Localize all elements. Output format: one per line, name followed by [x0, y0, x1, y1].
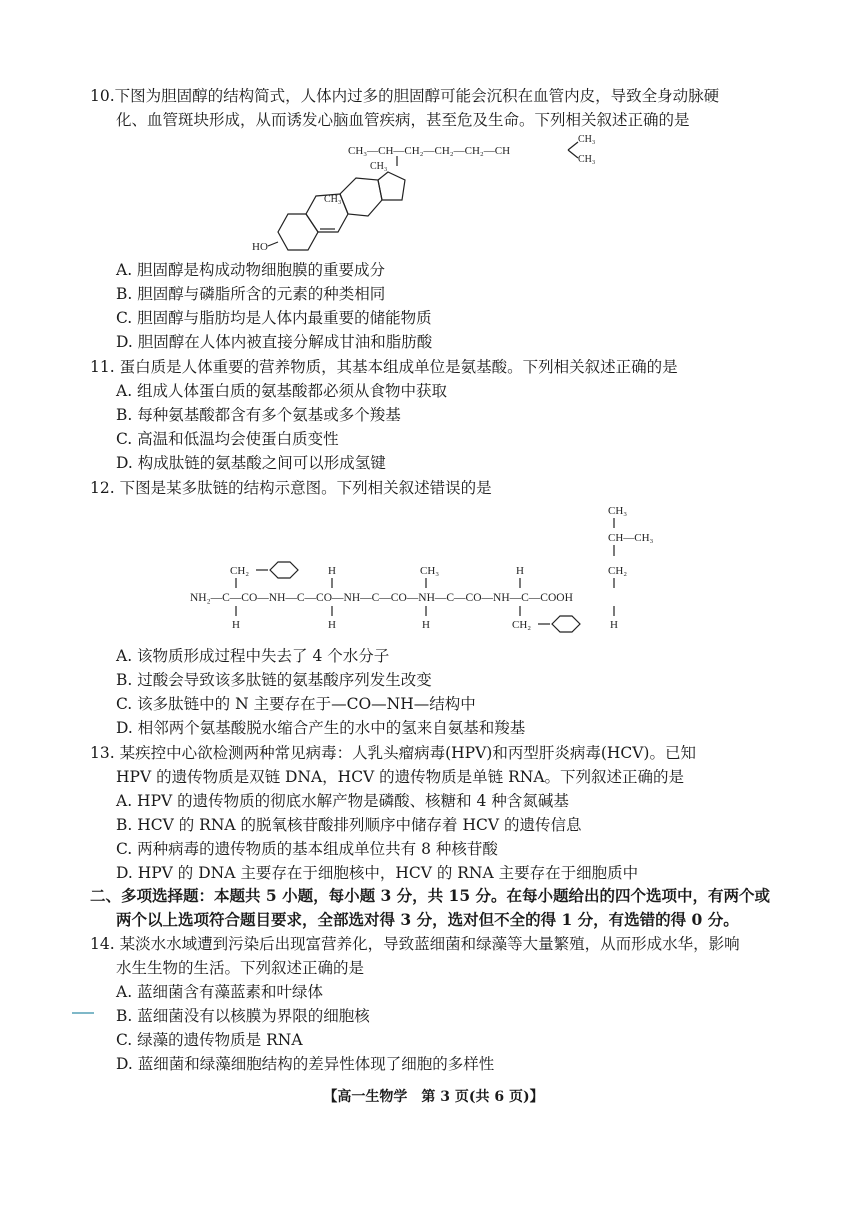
polypeptide-bottom-r2: H	[328, 619, 336, 631]
polypeptide-leu-ch3: CH₃	[608, 505, 628, 517]
q11-option-a: A. 组成人体蛋白质的氨基酸都必须从食物中获取	[116, 382, 448, 400]
cholesterol-ch3-label-a: CH₃	[370, 161, 388, 172]
q13-option-a: A. HPV 的遗传物质的彻底水解产物是磷酸、核糖和 4 种含氮碱基	[116, 792, 569, 810]
cholesterol-ch3-top: CH₃	[578, 134, 596, 145]
q13-stem-line1: 13. 某疾控中心欲检测两种常见病毒：人乳头瘤病毒(HPV)和丙型肝炎病毒(HCV)。已知	[90, 744, 696, 762]
polypeptide-leu-ch: CH—CH₃	[608, 532, 654, 544]
q14-stem-line2: 水生生物的生活。下列叙述正确的是	[116, 959, 365, 977]
q11-option-c: C. 高温和低温均会使蛋白质变性	[116, 430, 339, 448]
polypeptide-backbone: NH₂—C—CO—NH—C—CO—NH—C—CO—NH—C—CO—NH—C—COOH	[190, 592, 573, 604]
q11-stem: 11. 蛋白质是人体重要的营养物质，其基本组成单位是氨基酸。下列相关叙述正确的是	[90, 358, 678, 376]
cholesterol-side-chain: CH₃—CH—CH₂—CH₂—CH₂—CH	[348, 145, 511, 157]
q11-option-b: B. 每种氨基酸都含有多个氨基或多个羧基	[116, 406, 401, 424]
section2-heading-line1: 二、多项选择题：本题共 5 小题，每小题 3 分，共 15 分。在每小题给出的四个选项中，有两个或	[90, 886, 771, 905]
cholesterol-structure-figure	[240, 128, 600, 258]
q12-option-a: A. 该物质形成过程中失去了 4 个水分子	[116, 647, 390, 665]
margin-mark	[72, 1012, 94, 1014]
q11-option-d: D. 构成肽链的氨基酸之间可以形成氢键	[116, 454, 386, 472]
polypeptide-bottom-r5: H	[610, 619, 618, 631]
polypeptide-bottom-r3: H	[422, 619, 430, 631]
polypeptide-top-r1: CH₂	[230, 565, 250, 577]
q10-option-d: D. 胆固醇在人体内被直接分解成甘油和脂肪酸	[116, 333, 433, 351]
q12-stem: 12. 下图是某多肽链的结构示意图。下列相关叙述错误的是	[90, 479, 492, 497]
polypeptide-top-r2: H	[328, 565, 336, 577]
q10-stem-line2: 化、血管斑块形成，从而诱发心脑血管疾病，甚至危及生命。下列相关叙述正确的是	[116, 111, 690, 129]
polypeptide-top-r5: CH₂	[608, 565, 628, 577]
q12-option-b: B. 过酸会导致该多肽链的氨基酸序列发生改变	[116, 671, 432, 689]
polypeptide-top-r4: H	[516, 565, 524, 577]
section2-heading-line2: 两个以上选项符合题目要求，全部选对得 3 分，选对但不全的得 1 分，有选错的得 0 分。	[116, 910, 739, 929]
polypeptide-bottom-r1: H	[232, 619, 240, 631]
q13-option-c: C. 两种病毒的遗传物质的基本组成单位共有 8 种核苷酸	[116, 840, 498, 858]
polypeptide-structure-figure	[190, 500, 690, 640]
q10-option-b: B. 胆固醇与磷脂所含的元素的种类相同	[116, 285, 386, 303]
cholesterol-ch3-label-b: CH₃	[324, 194, 342, 205]
q13-option-b: B. HCV 的 RNA 的脱氧核苷酸排列顺序中储存着 HCV 的遗传信息	[116, 816, 582, 834]
cholesterol-ch3-bottom: CH₃	[578, 154, 596, 165]
q14-option-c: C. 绿藻的遗传物质是 RNA	[116, 1031, 303, 1049]
q14-option-a: A. 蓝细菌含有藻蓝素和叶绿体	[116, 983, 324, 1001]
q12-option-c: C. 该多肽链中的 N 主要存在于—CO—NH—结构中	[116, 695, 476, 713]
q10-stem-line1: 10.下图为胆固醇的结构简式，人体内过多的胆固醇可能会沉积在血管内皮，导致全身动脉硬	[90, 87, 720, 105]
polypeptide-bottom-r4: CH₂	[512, 619, 532, 631]
polypeptide-top-r3: CH₃	[420, 565, 440, 577]
q13-option-d: D. HPV 的 DNA 主要存在于细胞核中，HCV 的 RNA 主要存在于细胞质中	[116, 864, 639, 882]
q13-stem-line2: HPV 的遗传物质是双链 DNA，HCV 的遗传物质是单链 RNA。下列叙述正确的是	[116, 768, 685, 786]
cholesterol-ho-label: HO	[252, 241, 268, 253]
q10-option-c: C. 胆固醇与脂肪均是人体内最重要的储能物质	[116, 309, 432, 327]
q10-option-a: A. 胆固醇是构成动物细胞膜的重要成分	[116, 261, 386, 279]
q14-option-d: D. 蓝细菌和绿藻细胞结构的差异性体现了细胞的多样性	[116, 1055, 495, 1073]
q14-stem-line1: 14. 某淡水水域遭到污染后出现富营养化，导致蓝细菌和绿藻等大量繁殖，从而形成水华，影响	[90, 935, 740, 953]
page-footer: 【高一生物学 第 3 页(共 6 页)】	[323, 1089, 544, 1105]
q14-option-b: B. 蓝细菌没有以核膜为界限的细胞核	[116, 1007, 370, 1025]
q12-option-d: D. 相邻两个氨基酸脱水缩合产生的水中的氢来自氨基和羧基	[116, 719, 526, 737]
